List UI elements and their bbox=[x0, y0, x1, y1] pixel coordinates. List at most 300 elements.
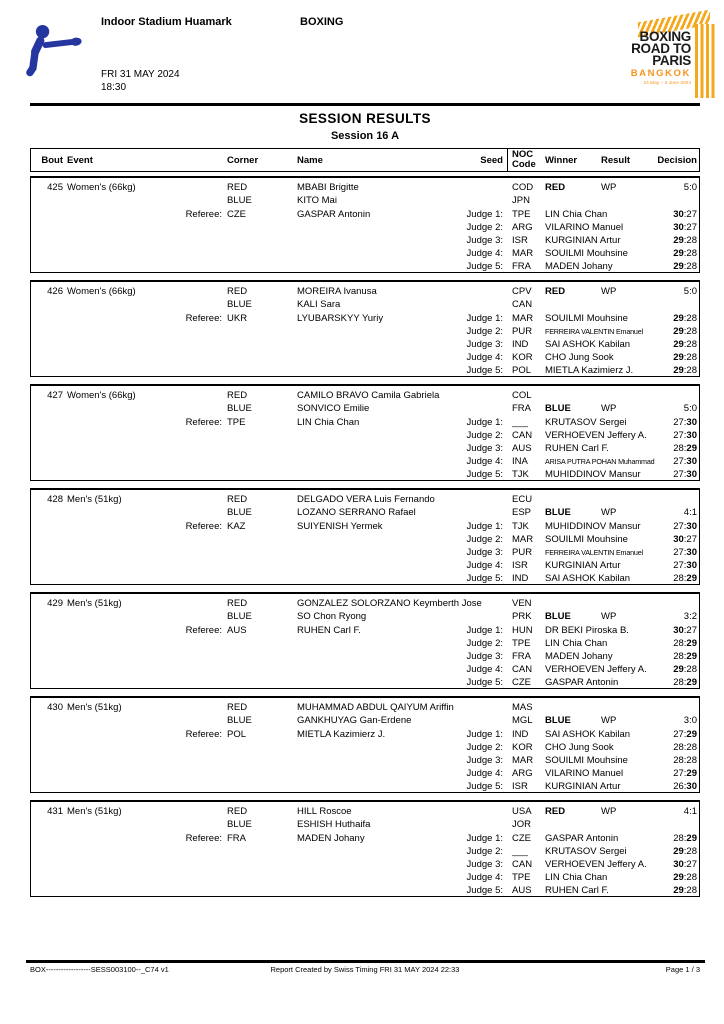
bout-section bbox=[30, 592, 700, 689]
judge-score-blue: 30 bbox=[686, 469, 697, 480]
judge5-row bbox=[31, 469, 699, 481]
referee-noc: CZE bbox=[227, 209, 246, 220]
judge1-name: SOUILMI Mouhsine bbox=[545, 313, 628, 324]
judge-score-red: 28 bbox=[673, 573, 684, 584]
judge2-noc: ARG bbox=[512, 222, 533, 233]
referee-label: Referee: bbox=[185, 417, 222, 428]
judge4-noc: INA bbox=[512, 456, 528, 467]
judge2-label: Judge 2: bbox=[466, 742, 503, 753]
judge-score-red: 27 bbox=[673, 768, 684, 779]
score-separator: : bbox=[683, 352, 687, 363]
score-separator: : bbox=[683, 651, 687, 662]
judge-score-red: 27 bbox=[673, 417, 684, 428]
score-separator: : bbox=[683, 677, 687, 688]
logo-text bbox=[631, 31, 691, 86]
judge-score-red: 29 bbox=[673, 885, 684, 896]
red-corner-label: RED bbox=[227, 702, 248, 713]
col-noc-code bbox=[512, 150, 536, 170]
judge-score-red: 28 bbox=[673, 833, 684, 844]
bout-section bbox=[30, 488, 700, 585]
judge-score-red: 29 bbox=[673, 326, 684, 337]
result-type: WP bbox=[601, 403, 617, 414]
logo-line1: BOXING bbox=[639, 29, 691, 44]
judge3-row bbox=[31, 547, 699, 559]
result-type: WP bbox=[601, 611, 617, 622]
referee-name: MIETLA Kazimierz J. bbox=[297, 729, 386, 740]
referee-label: Referee: bbox=[185, 521, 222, 532]
col-bout: Bout bbox=[41, 155, 63, 166]
judge1-label: Judge 1: bbox=[466, 729, 503, 740]
blue-corner-row bbox=[31, 299, 699, 311]
judge1-name: KRUTASOV Sergei bbox=[545, 417, 627, 428]
judge2-label: Judge 2: bbox=[466, 326, 503, 337]
footer-page-number: Page 1 / 3 bbox=[665, 965, 700, 974]
referee-name: GASPAR Antonin bbox=[297, 209, 371, 220]
judge-score-red: 29 bbox=[673, 846, 684, 857]
judge5-name: SAI ASHOK Kabilan bbox=[545, 573, 631, 584]
referee-noc: POL bbox=[227, 729, 247, 740]
score-separator: : bbox=[683, 755, 687, 766]
judge2-label: Judge 2: bbox=[466, 846, 503, 857]
judge5-score bbox=[673, 365, 697, 376]
judge3-label: Judge 3: bbox=[466, 755, 503, 766]
judge5-label: Judge 5: bbox=[466, 261, 503, 272]
judge-score-red: 29 bbox=[673, 313, 684, 324]
col-noc-line1: NOC bbox=[512, 149, 534, 160]
judge5-noc: FRA bbox=[512, 261, 531, 272]
judge3-name: SOUILMI Mouhsine bbox=[545, 755, 628, 766]
blue-corner-label: BLUE bbox=[227, 403, 252, 414]
judge5-row bbox=[31, 885, 699, 897]
judge1-noc: CZE bbox=[512, 833, 531, 844]
judge1-noc: HUN bbox=[512, 625, 533, 636]
score-separator: : bbox=[683, 326, 687, 337]
judge2-score bbox=[673, 430, 697, 441]
result-type: WP bbox=[601, 286, 617, 297]
score-separator: : bbox=[683, 859, 687, 870]
event-name: Women's (66kg) bbox=[67, 182, 136, 193]
blue-corner-label: BLUE bbox=[227, 507, 252, 518]
red-corner-label: RED bbox=[227, 598, 248, 609]
red-boxer-noc: CPV bbox=[512, 286, 532, 297]
judge-score-blue: 29 bbox=[686, 638, 697, 649]
referee-noc: AUS bbox=[227, 625, 247, 636]
judge5-row bbox=[31, 781, 699, 793]
judge5-noc: IND bbox=[512, 573, 529, 584]
bout-list bbox=[30, 176, 700, 904]
red-boxer-name: HILL Roscoe bbox=[297, 806, 352, 817]
judge1-noc: ___ bbox=[512, 417, 528, 428]
judge4-row bbox=[31, 768, 699, 780]
judge4-noc: KOR bbox=[512, 352, 533, 363]
judge-score-red: 28 bbox=[673, 443, 684, 454]
score-separator: : bbox=[683, 417, 687, 428]
judge3-score bbox=[673, 651, 697, 662]
judge-score-red: 30 bbox=[673, 625, 684, 636]
judge-score-blue: 30 bbox=[686, 417, 697, 428]
blue-boxer-name: ESHISH Huthaifa bbox=[297, 819, 371, 830]
judge1-score bbox=[673, 209, 697, 220]
decision-score: 4:1 bbox=[683, 507, 697, 518]
judge5-name: GASPAR Antonin bbox=[545, 677, 619, 688]
judge2-score bbox=[673, 742, 697, 753]
judge3-label: Judge 3: bbox=[466, 547, 503, 558]
red-corner-label: RED bbox=[227, 286, 248, 297]
winner-corner: RED bbox=[545, 182, 566, 193]
judge1-noc: TPE bbox=[512, 209, 531, 220]
col-seed: Seed bbox=[480, 155, 503, 166]
bout-section bbox=[30, 384, 700, 481]
judge2-noc: CAN bbox=[512, 430, 533, 441]
blue-corner-row bbox=[31, 507, 699, 519]
judge4-label: Judge 4: bbox=[466, 560, 503, 571]
blue-boxer-noc: PRK bbox=[512, 611, 532, 622]
score-separator: : bbox=[683, 443, 687, 454]
judge4-score bbox=[673, 664, 697, 675]
judge-score-red: 28 bbox=[673, 755, 684, 766]
score-separator: : bbox=[683, 235, 687, 246]
judge3-name: RUHEN Carl F. bbox=[545, 443, 609, 454]
score-separator: : bbox=[683, 521, 687, 532]
judge-score-red: 27 bbox=[673, 547, 684, 558]
event-name: Men's (51kg) bbox=[67, 494, 122, 505]
judge4-row bbox=[31, 664, 699, 676]
judge-score-red: 27 bbox=[673, 456, 684, 467]
referee-label: Referee: bbox=[185, 625, 222, 636]
boxing-pictogram-icon bbox=[12, 22, 88, 85]
judge-score-blue: 27 bbox=[686, 222, 697, 233]
score-separator: : bbox=[683, 664, 687, 675]
col-winner: Winner bbox=[545, 155, 578, 166]
red-corner-row bbox=[31, 806, 699, 818]
judge4-row bbox=[31, 560, 699, 572]
judge2-row bbox=[31, 638, 699, 650]
score-separator: : bbox=[683, 872, 687, 883]
judge3-score bbox=[673, 443, 697, 454]
referee-judge1-row bbox=[31, 833, 699, 845]
judge3-score bbox=[673, 235, 697, 246]
bout-section bbox=[30, 280, 700, 377]
referee-name: RUHEN Carl F. bbox=[297, 625, 361, 636]
judge-score-red: 29 bbox=[673, 261, 684, 272]
judge2-name: LIN Chia Chan bbox=[545, 638, 608, 649]
judge5-noc: TJK bbox=[512, 469, 529, 480]
blue-corner-row bbox=[31, 403, 699, 415]
judge2-name: FERREIRA VALENTIN Emanuel bbox=[545, 327, 643, 336]
table-header bbox=[30, 148, 700, 172]
judge-score-red: 27 bbox=[673, 469, 684, 480]
judge3-noc: MAR bbox=[512, 755, 534, 766]
red-corner-row bbox=[31, 286, 699, 298]
referee-label: Referee: bbox=[185, 209, 222, 220]
referee-judge1-row bbox=[31, 625, 699, 637]
judge4-label: Judge 4: bbox=[466, 352, 503, 363]
red-corner-label: RED bbox=[227, 494, 248, 505]
bout-number: 425 bbox=[47, 182, 63, 193]
judge-score-blue: 27 bbox=[686, 859, 697, 870]
red-boxer-name: DELGADO VERA Luis Fernando bbox=[297, 494, 435, 505]
footer-divider bbox=[26, 960, 705, 963]
judge2-name: SOUILMI Mouhsine bbox=[545, 534, 628, 545]
footer-created-by: Report Created by Swiss Timing FRI 31 MAY 2024 22:33 bbox=[270, 965, 460, 974]
blue-boxer-name: SONVICO Emilie bbox=[297, 403, 370, 414]
judge5-noc: AUS bbox=[512, 885, 532, 896]
judge-score-blue: 28 bbox=[686, 339, 697, 350]
red-corner-row bbox=[31, 702, 699, 714]
judge4-noc: TPE bbox=[512, 872, 531, 883]
judge5-score bbox=[673, 677, 697, 688]
col-corner: Corner bbox=[227, 155, 259, 166]
score-separator: : bbox=[683, 625, 687, 636]
red-corner-label: RED bbox=[227, 182, 248, 193]
referee-judge1-row bbox=[31, 521, 699, 533]
blue-corner-label: BLUE bbox=[227, 819, 252, 830]
score-separator: : bbox=[683, 833, 687, 844]
judge3-row bbox=[31, 859, 699, 871]
bout-number: 427 bbox=[47, 390, 63, 401]
blue-boxer-name: LOZANO SERRANO Rafael bbox=[297, 507, 416, 518]
judge2-score bbox=[673, 638, 697, 649]
judge4-label: Judge 4: bbox=[466, 248, 503, 259]
winner-corner: BLUE bbox=[545, 611, 571, 622]
winner-corner: BLUE bbox=[545, 507, 571, 518]
judge2-label: Judge 2: bbox=[466, 430, 503, 441]
logo-stripes-column-icon bbox=[695, 24, 716, 98]
result-type: WP bbox=[601, 182, 617, 193]
judge-score-blue: 30 bbox=[686, 456, 697, 467]
bout-section bbox=[30, 176, 700, 273]
judge-score-blue: 28 bbox=[686, 885, 697, 896]
judge2-label: Judge 2: bbox=[466, 638, 503, 649]
judge3-name: KURGINIAN Artur bbox=[545, 235, 621, 246]
judge-score-red: 27 bbox=[673, 560, 684, 571]
judge4-noc: ISR bbox=[512, 560, 528, 571]
red-corner-row bbox=[31, 182, 699, 194]
judge2-score bbox=[673, 222, 697, 233]
judge5-score bbox=[673, 573, 697, 584]
judge5-row bbox=[31, 261, 699, 273]
judge5-label: Judge 5: bbox=[466, 365, 503, 376]
result-type: WP bbox=[601, 806, 617, 817]
decision-score: 4:1 bbox=[683, 806, 697, 817]
judge4-name: ARISA PUTRA POHAN Muhammad bbox=[545, 457, 655, 466]
judge-score-blue: 30 bbox=[686, 430, 697, 441]
blue-corner-label: BLUE bbox=[227, 611, 252, 622]
judge-score-blue: 28 bbox=[686, 326, 697, 337]
judge-score-red: 29 bbox=[673, 872, 684, 883]
decision-score: 3:2 bbox=[683, 611, 697, 622]
score-separator: : bbox=[683, 534, 687, 545]
col-noc-line2: Code bbox=[512, 159, 536, 170]
judge3-noc: PUR bbox=[512, 547, 533, 558]
referee-noc: TPE bbox=[227, 417, 246, 428]
judge3-label: Judge 3: bbox=[466, 235, 503, 246]
blue-boxer-name: KITO Mai bbox=[297, 195, 337, 206]
judge3-row bbox=[31, 443, 699, 455]
score-separator: : bbox=[683, 469, 687, 480]
blue-boxer-noc: CAN bbox=[512, 299, 533, 310]
judge-score-red: 27 bbox=[673, 430, 684, 441]
blue-boxer-noc: MGL bbox=[512, 715, 533, 726]
judge3-label: Judge 3: bbox=[466, 339, 503, 350]
judge-score-red: 28 bbox=[673, 651, 684, 662]
judge2-name: CHO Jung Sook bbox=[545, 742, 614, 753]
judge-score-red: 26 bbox=[673, 781, 684, 792]
event-name: Men's (51kg) bbox=[67, 806, 122, 817]
red-corner-row bbox=[31, 390, 699, 402]
bout-number: 426 bbox=[47, 286, 63, 297]
judge5-name: MIETLA Kazimierz J. bbox=[545, 365, 634, 376]
judge1-label: Judge 1: bbox=[466, 209, 503, 220]
venue-title: Indoor Stadium Huamark bbox=[101, 16, 232, 28]
judge3-row bbox=[31, 755, 699, 767]
judge5-score bbox=[673, 781, 697, 792]
red-boxer-name: CAMILO BRAVO Camila Gabriela bbox=[297, 390, 440, 401]
bout-number: 429 bbox=[47, 598, 63, 609]
judge-score-blue: 28 bbox=[686, 664, 697, 675]
judge2-row bbox=[31, 534, 699, 546]
judge-score-red: 30 bbox=[673, 534, 684, 545]
judge4-score bbox=[673, 352, 697, 363]
score-separator: : bbox=[683, 222, 687, 233]
judge-score-blue: 28 bbox=[686, 755, 697, 766]
winner-corner: RED bbox=[545, 806, 566, 817]
judge5-label: Judge 5: bbox=[466, 677, 503, 688]
judge4-row bbox=[31, 872, 699, 884]
session-time: 18:30 bbox=[101, 82, 127, 93]
referee-judge1-row bbox=[31, 209, 699, 221]
logo-city: BANGKOK bbox=[630, 68, 691, 79]
judge3-row bbox=[31, 339, 699, 351]
judge4-score bbox=[673, 456, 697, 467]
judge4-noc: MAR bbox=[512, 248, 534, 259]
judge-score-blue: 29 bbox=[686, 833, 697, 844]
bout-number: 431 bbox=[47, 806, 63, 817]
judge2-row bbox=[31, 430, 699, 442]
judge1-label: Judge 1: bbox=[466, 625, 503, 636]
blue-boxer-name: KALI Sara bbox=[297, 299, 341, 310]
judge2-label: Judge 2: bbox=[466, 222, 503, 233]
judge1-label: Judge 1: bbox=[466, 417, 503, 428]
judge4-name: LIN Chia Chan bbox=[545, 872, 608, 883]
event-logo bbox=[603, 15, 716, 107]
judge-score-blue: 28 bbox=[686, 742, 697, 753]
judge2-name: VILARINO Manuel bbox=[545, 222, 624, 233]
judge4-name: CHO Jung Sook bbox=[545, 352, 614, 363]
score-separator: : bbox=[683, 560, 687, 571]
col-decision: Decision bbox=[657, 155, 697, 166]
judge-score-blue: 27 bbox=[686, 209, 697, 220]
logo-dates: 24 May – 3 June 2024 bbox=[643, 80, 691, 86]
red-boxer-name: GONZALEZ SOLORZANO Keymberth Jose bbox=[297, 598, 482, 609]
score-separator: : bbox=[683, 573, 687, 584]
red-corner-row bbox=[31, 494, 699, 506]
blue-boxer-noc: JPN bbox=[512, 195, 530, 206]
judge1-noc: MAR bbox=[512, 313, 534, 324]
decision-score: 3:0 bbox=[683, 715, 697, 726]
judge4-label: Judge 4: bbox=[466, 872, 503, 883]
judge4-score bbox=[673, 248, 697, 259]
referee-name: LYUBARSKYY Yuriy bbox=[297, 313, 384, 324]
blue-boxer-noc: FRA bbox=[512, 403, 531, 414]
judge-score-blue: 28 bbox=[686, 313, 697, 324]
judge4-label: Judge 4: bbox=[466, 768, 503, 779]
score-separator: : bbox=[683, 768, 687, 779]
event-name: Men's (51kg) bbox=[67, 702, 122, 713]
referee-name: MADEN Johany bbox=[297, 833, 365, 844]
judge-score-blue: 30 bbox=[686, 521, 697, 532]
judge3-noc: IND bbox=[512, 339, 529, 350]
event-name: Women's (66kg) bbox=[67, 286, 136, 297]
judge2-noc: ___ bbox=[512, 846, 528, 857]
judge5-label: Judge 5: bbox=[466, 573, 503, 584]
judge2-row bbox=[31, 742, 699, 754]
judge5-name: MADEN Johany bbox=[545, 261, 613, 272]
judge1-label: Judge 1: bbox=[466, 313, 503, 324]
judge-score-red: 28 bbox=[673, 638, 684, 649]
referee-label: Referee: bbox=[185, 313, 222, 324]
bout-section bbox=[30, 696, 700, 793]
judge4-noc: CAN bbox=[512, 664, 533, 675]
judge1-score bbox=[673, 521, 697, 532]
judge-score-red: 28 bbox=[673, 677, 684, 688]
judge5-label: Judge 5: bbox=[466, 781, 503, 792]
judge3-score bbox=[673, 339, 697, 350]
judge2-score bbox=[673, 846, 697, 857]
judge3-score bbox=[673, 859, 697, 870]
decision-score: 5:0 bbox=[683, 286, 697, 297]
judge4-name: VILARINO Manuel bbox=[545, 768, 624, 779]
judge-score-blue: 28 bbox=[686, 248, 697, 259]
referee-noc: UKR bbox=[227, 313, 248, 324]
page-title: SESSION RESULTS bbox=[299, 111, 431, 126]
score-separator: : bbox=[683, 742, 687, 753]
judge-score-blue: 29 bbox=[686, 651, 697, 662]
judge2-name: KRUTASOV Sergei bbox=[545, 846, 627, 857]
red-corner-label: RED bbox=[227, 390, 248, 401]
judge2-row bbox=[31, 326, 699, 338]
blue-boxer-name: SO Chon Ryong bbox=[297, 611, 367, 622]
score-separator: : bbox=[683, 638, 687, 649]
judge4-name: SOUILMI Mouhsine bbox=[545, 248, 628, 259]
judge4-row bbox=[31, 352, 699, 364]
judge2-label: Judge 2: bbox=[466, 534, 503, 545]
red-boxer-noc: USA bbox=[512, 806, 532, 817]
score-separator: : bbox=[683, 781, 687, 792]
judge5-row bbox=[31, 573, 699, 585]
blue-corner-label: BLUE bbox=[227, 299, 252, 310]
judge5-row bbox=[31, 365, 699, 377]
judge-score-blue: 27 bbox=[686, 625, 697, 636]
bout-number: 428 bbox=[47, 494, 63, 505]
judge-score-blue: 29 bbox=[686, 573, 697, 584]
red-boxer-noc: VEN bbox=[512, 598, 532, 609]
judge3-name: VERHOEVEN Jeffery A. bbox=[545, 859, 647, 870]
bout-number: 430 bbox=[47, 702, 63, 713]
judge-score-red: 27 bbox=[673, 521, 684, 532]
judge5-label: Judge 5: bbox=[466, 469, 503, 480]
col-event: Event bbox=[67, 155, 93, 166]
judge3-noc: FRA bbox=[512, 651, 531, 662]
red-corner-label: RED bbox=[227, 806, 248, 817]
judge-score-blue: 28 bbox=[686, 365, 697, 376]
judge1-name: MUHIDDINOV Mansur bbox=[545, 521, 641, 532]
judge-score-red: 29 bbox=[673, 365, 684, 376]
judge-score-red: 28 bbox=[673, 742, 684, 753]
judge5-score bbox=[673, 469, 697, 480]
blue-corner-row bbox=[31, 195, 699, 207]
judge2-noc: PUR bbox=[512, 326, 533, 337]
